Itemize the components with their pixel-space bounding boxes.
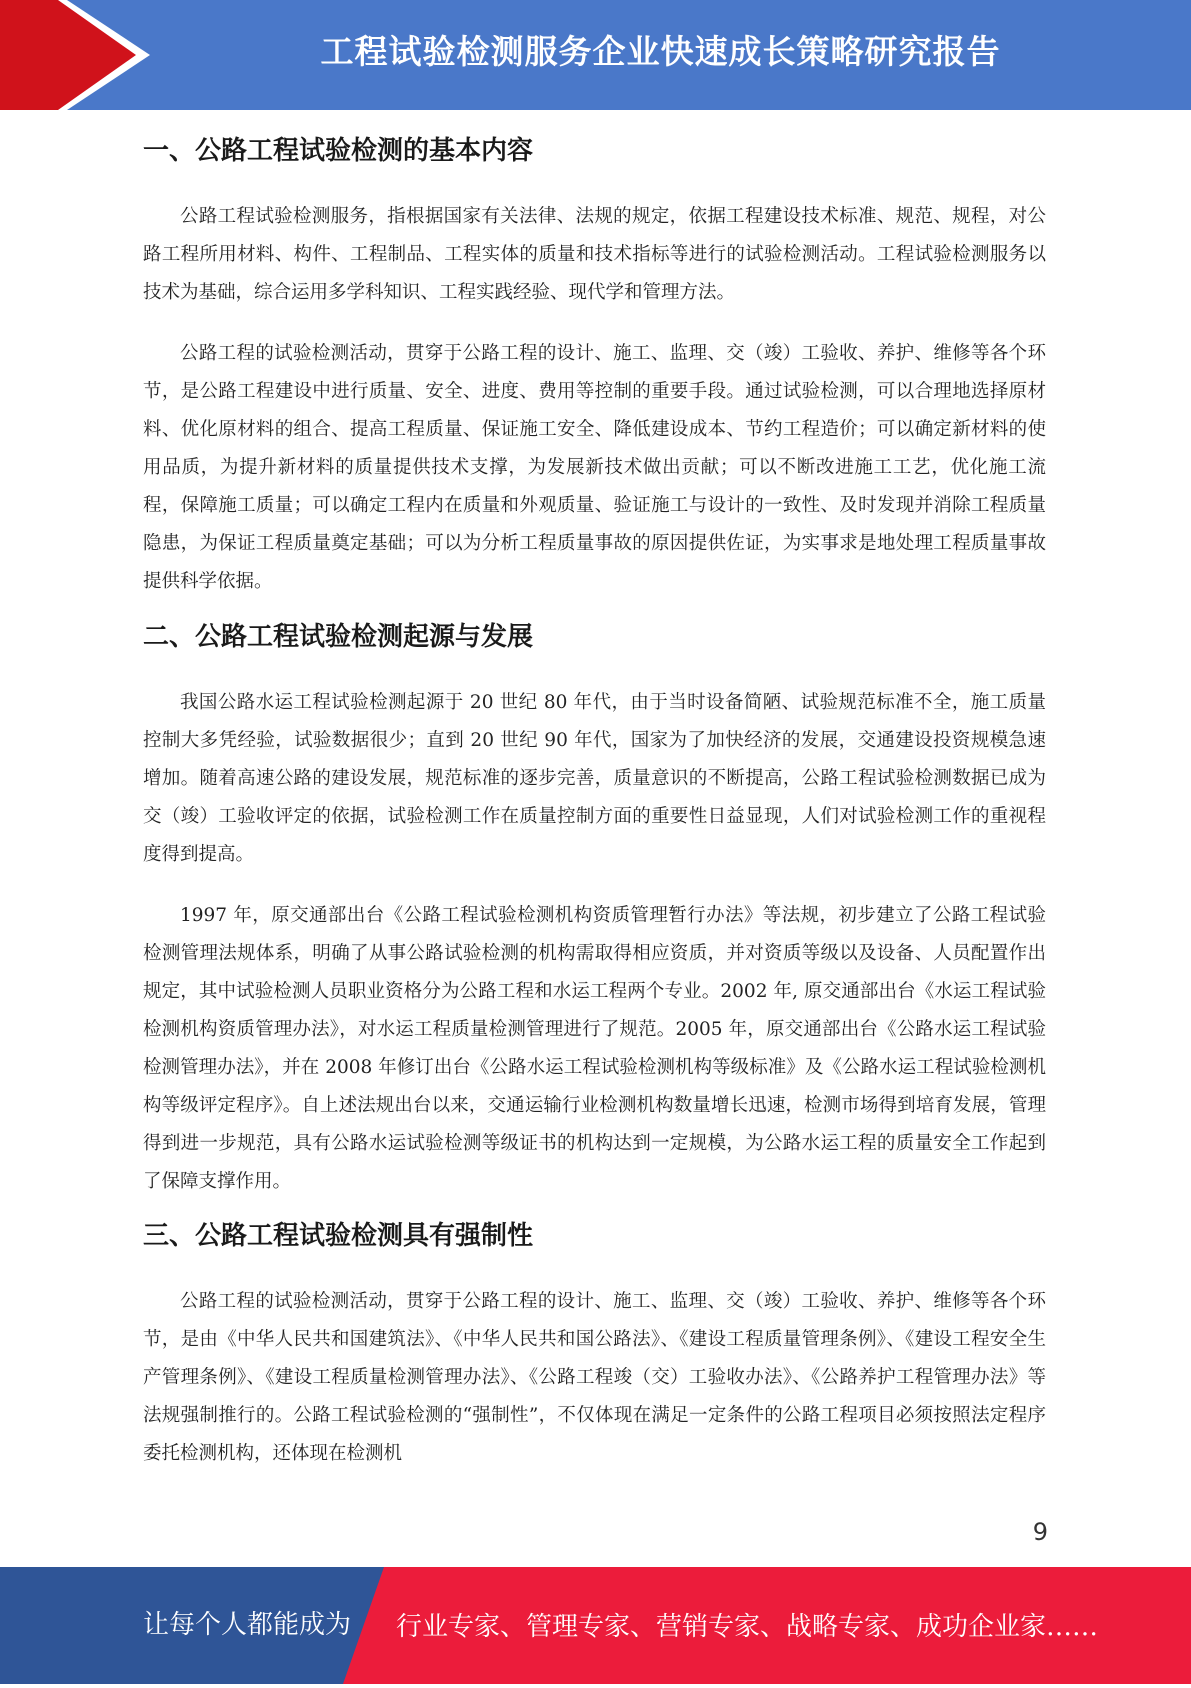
red-chevron-decoration xyxy=(0,0,170,110)
section-heading-3: 三、公路工程试验检测具有强制性 xyxy=(143,1221,534,1251)
section-3-paragraph-1: 公路工程的试验检测活动，贯穿于公路工程的设计、施工、监理、交（竣）工验收、养护、维修等各个环节，是由《中华人民共和国建筑法》、《中华人民共和国公路法》、《建设工程质量管理条例》、《建设工程安全生产管理条例》、《建设工程质量检测管理办法》、《公路工程竣（交）工验收办法》、《公路养护工程管理办法》等法规强制推行的。公路工程试验检测的“强制性”，不仅体现在满足一定条件的公路工程项目必须按照法定程序委托检测机构，还体现在检测机 xyxy=(143,1291,1046,1464)
report-title: 工程试验检测服务企业快速成长策略研究报告 xyxy=(320,32,1001,71)
section-1-paragraph-1: 公路工程试验检测服务，指根据国家有关法律、法规的规定，依据工程建设技术标准、规范、规程，对公路工程所用材料、构件、工程制品、工程实体的质量和技术指标等进行的试验检测活动。工程试验检测服务以技术为基础，综合运用多学科知识、工程实践经验、现代学和管理方法。 xyxy=(143,206,1046,303)
page-number: 9 xyxy=(1032,1518,1048,1546)
section-1-paragraph-2: 公路工程的试验检测活动，贯穿于公路工程的设计、施工、监理、交（竣）工验收、养护、维修等各个环节，是公路工程建设中进行质量、安全、进度、费用等控制的重要手段。通过试验检测，可以合理地选择原材料、优化原材料的组合、提高工程质量、保证施工安全、降低建设成本、节约工程造价；可以确定新材料的使用品质，为提升新材料的质量提供技术支撑，为发展新技术做出贡献；可以不断改进施工工艺，优化施工流程，保障施工质量；可以确定工程内在质量和外观质量、验证施工与设计的一致性、及时发现并消除工程质量隐患，为保证工程质量奠定基础；可以为分析工程质量事故的原因提供佐证，为实事求是地处理工程质量事故提供科学依据。 xyxy=(143,343,1046,592)
section-2-paragraph-2: 1997 年，原交通部出台《公路工程试验检测机构资质管理暂行办法》等法规，初步建立了公路工程试验检测管理法规体系，明确了从事公路试验检测的机构需取得相应资质，并对资质等级以及设备、人员配置作出规定，其中试验检测人员职业资格分为公路工程和水运工程两个专业。2002 年, 原交通部出台《水运工程试验检测机构资质管理办法》，对水运工程质量检测管理进行了规范。2005 年，原交通部出台《公路水运工程试验检测管理办法》，并在 2008 年修订出台《公路水运工程试验检测机构等级标准》及《公路水运工程试验检测机构等级评定程序》。自上述法规出台以来，交通运输行业检测机构数量增长迅速，检测市场得到培育发展，管理得到进一步规范，具有公路水运试验检测等级证书的机构达到一定规模，为公路水运工程的质量安全工作起到了保障支撑作用。 xyxy=(143,905,1046,1192)
section-heading-1: 一、公路工程试验检测的基本内容 xyxy=(143,136,534,166)
page-header xyxy=(0,0,1191,110)
main-content xyxy=(143,128,1046,1473)
section-heading-2: 二、公路工程试验检测起源与发展 xyxy=(143,622,534,652)
page-footer xyxy=(0,1567,1191,1684)
section-2-paragraph-1: 我国公路水运工程试验检测起源于 20 世纪 80 年代，由于当时设备简陋、试验规范标准不全，施工质量控制大多凭经验，试验数据很少；直到 20 世纪 90 年代，国家为了加快经济的发展，交通建设投资规模急速增加。随着高速公路的建设发展，规范标准的逐步完善，质量意识的不断提高，公路工程试验检测数据已成为交（竣）工验收评定的依据，试验检测工作在质量控制方面的重要性日益显现，人们对试验检测工作的重视程度得到提高。 xyxy=(143,692,1046,865)
footer-slogan-left: 让每个人都能成为 xyxy=(143,1610,352,1640)
footer-slogan-right: 行业专家、管理专家、营销专家、战略专家、成功企业家…… xyxy=(396,1612,1099,1642)
